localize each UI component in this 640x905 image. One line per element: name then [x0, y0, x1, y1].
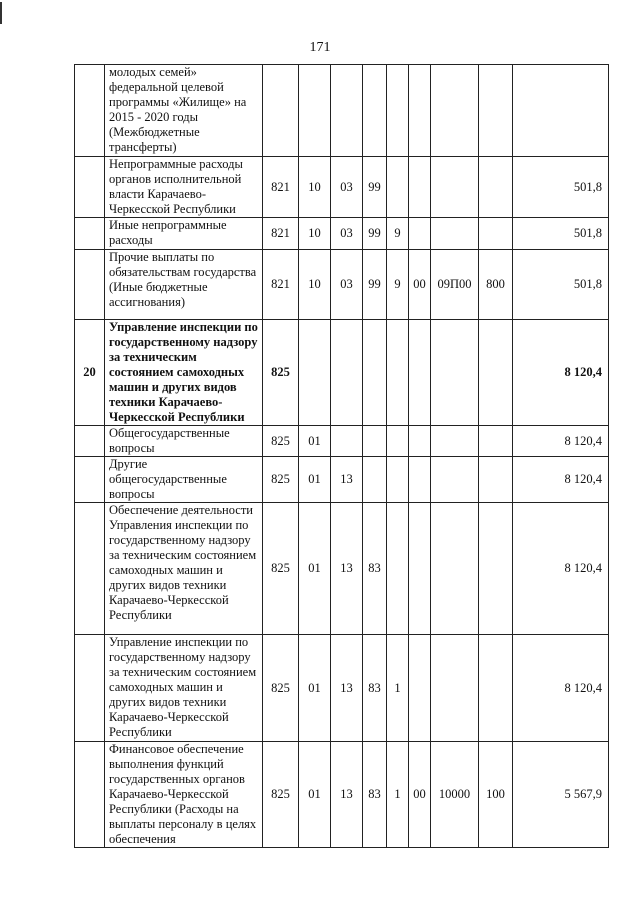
cell-c1: 825 — [263, 320, 299, 426]
cell-sum — [513, 65, 609, 157]
cell-sum: 8 120,4 — [513, 457, 609, 503]
cell-c8 — [479, 320, 513, 426]
cell-sum: 8 120,4 — [513, 426, 609, 457]
cell-c5: 9 — [387, 218, 409, 250]
cell-sum: 501,8 — [513, 157, 609, 218]
cell-c3 — [331, 320, 363, 426]
cell-c5 — [387, 457, 409, 503]
cell-no — [75, 65, 105, 157]
cell-no — [75, 157, 105, 218]
cell-c1: 825 — [263, 457, 299, 503]
cell-c4 — [363, 426, 387, 457]
cell-c1 — [263, 65, 299, 157]
cell-c7 — [431, 457, 479, 503]
cell-c5 — [387, 320, 409, 426]
cell-no — [75, 426, 105, 457]
cell-c8: 100 — [479, 742, 513, 848]
cell-no — [75, 250, 105, 320]
cell-c6 — [409, 157, 431, 218]
table-row — [75, 426, 609, 457]
cell-c8 — [479, 218, 513, 250]
table-row — [75, 320, 609, 426]
cell-c5 — [387, 426, 409, 457]
table-row — [75, 503, 609, 635]
cell-c7: 10000 — [431, 742, 479, 848]
cell-c4: 99 — [363, 250, 387, 320]
cell-c6 — [409, 320, 431, 426]
cell-no — [75, 742, 105, 848]
cell-sum: 8 120,4 — [513, 320, 609, 426]
cell-c7 — [431, 218, 479, 250]
cell-c2: 01 — [299, 457, 331, 503]
cell-c7 — [431, 635, 479, 742]
cell-c7 — [431, 65, 479, 157]
cell-c8 — [479, 426, 513, 457]
cell-c3: 03 — [331, 250, 363, 320]
cell-c6 — [409, 426, 431, 457]
cell-c8 — [479, 457, 513, 503]
table-row — [75, 457, 609, 503]
cell-name: Финансовое обеспечение выполнения функций государственных органов Карачаево-Черкесской Республики (Расходы на выплаты персоналу в целях обеспечения — [105, 742, 263, 848]
page-number: 171 — [309, 40, 331, 55]
cell-c8 — [479, 65, 513, 157]
cell-c7 — [431, 320, 479, 426]
cell-c2: 01 — [299, 742, 331, 848]
cell-c5: 1 — [387, 635, 409, 742]
cell-name: Общегосударственные вопросы — [105, 426, 263, 457]
cell-no — [75, 457, 105, 503]
cell-c1: 825 — [263, 426, 299, 457]
table-row — [75, 250, 609, 320]
cell-sum: 8 120,4 — [513, 503, 609, 635]
cell-c1: 825 — [263, 742, 299, 848]
cell-no: 20 — [75, 320, 105, 426]
cell-c7: 09П00 — [431, 250, 479, 320]
table-row — [75, 218, 609, 250]
cell-no — [75, 635, 105, 742]
cell-c3: 03 — [331, 218, 363, 250]
cell-c1: 821 — [263, 157, 299, 218]
cell-c1: 821 — [263, 250, 299, 320]
cell-c7 — [431, 426, 479, 457]
cell-c3: 13 — [331, 457, 363, 503]
cell-c2: 10 — [299, 157, 331, 218]
cell-c6 — [409, 503, 431, 635]
cell-c6 — [409, 635, 431, 742]
cell-c5: 1 — [387, 742, 409, 848]
cell-sum: 5 567,9 — [513, 742, 609, 848]
cell-c4 — [363, 457, 387, 503]
cell-c4 — [363, 65, 387, 157]
table-row — [75, 157, 609, 218]
cell-c2: 10 — [299, 218, 331, 250]
cell-c2 — [299, 65, 331, 157]
cell-c2: 01 — [299, 635, 331, 742]
cell-c5 — [387, 157, 409, 218]
cell-no — [75, 218, 105, 250]
cell-c6: 00 — [409, 742, 431, 848]
cell-c8 — [479, 157, 513, 218]
cell-c6 — [409, 457, 431, 503]
cell-c5: 9 — [387, 250, 409, 320]
cell-c6: 00 — [409, 250, 431, 320]
cell-c1: 825 — [263, 503, 299, 635]
cell-c2: 01 — [299, 503, 331, 635]
table-row — [75, 65, 609, 157]
cell-c5 — [387, 65, 409, 157]
cell-name: Иные непрограммные расходы — [105, 218, 263, 250]
cell-c2: 10 — [299, 250, 331, 320]
cell-c4: 83 — [363, 503, 387, 635]
cell-no — [75, 503, 105, 635]
cell-c4: 99 — [363, 157, 387, 218]
cell-c6 — [409, 65, 431, 157]
cell-c2 — [299, 320, 331, 426]
cell-c6 — [409, 218, 431, 250]
cell-c4 — [363, 320, 387, 426]
cell-c8 — [479, 635, 513, 742]
cell-name: Управление инспекции по государственному надзору за техническим состоянием самоходных машин и других видов техники Карачаево-Черкесской Республики — [105, 320, 263, 426]
cell-c7 — [431, 503, 479, 635]
cell-c3 — [331, 65, 363, 157]
cell-c8: 800 — [479, 250, 513, 320]
cell-name: Непрограммные расходы органов исполнительной власти Карачаево-Черкесской Республики — [105, 157, 263, 218]
cell-name: Прочие выплаты по обязательствам государства (Иные бюджетные ассигнования) — [105, 250, 263, 320]
cell-sum: 8 120,4 — [513, 635, 609, 742]
cell-c1: 825 — [263, 635, 299, 742]
cell-name: Обеспечение деятельности Управления инспекции по государственному надзору за техническим состоянием самоходных машин и других видов техники Карачаево-Черкесской Республики — [105, 503, 263, 635]
table-row — [75, 742, 609, 848]
cell-name: молодых семей» федеральной целевой программы «Жилище» на 2015 - 2020 годы (Межбюджетные трансферты) — [105, 65, 263, 157]
cell-c4: 83 — [363, 635, 387, 742]
cell-c3: 03 — [331, 157, 363, 218]
cell-sum: 501,8 — [513, 250, 609, 320]
scan-edge-mark — [0, 2, 2, 24]
cell-c1: 821 — [263, 218, 299, 250]
cell-c3: 13 — [331, 503, 363, 635]
cell-sum: 501,8 — [513, 218, 609, 250]
cell-c4: 83 — [363, 742, 387, 848]
cell-c3: 13 — [331, 742, 363, 848]
cell-c4: 99 — [363, 218, 387, 250]
cell-c3: 13 — [331, 635, 363, 742]
cell-c2: 01 — [299, 426, 331, 457]
cell-name: Управление инспекции по государственному надзору за техническим состоянием самоходных машин и других видов техники Карачаево-Черкесской Республики — [105, 635, 263, 742]
budget-table — [74, 64, 609, 848]
cell-c7 — [431, 157, 479, 218]
cell-c5 — [387, 503, 409, 635]
cell-c8 — [479, 503, 513, 635]
cell-name: Другие общегосударственные вопросы — [105, 457, 263, 503]
table-row — [75, 635, 609, 742]
cell-c3 — [331, 426, 363, 457]
